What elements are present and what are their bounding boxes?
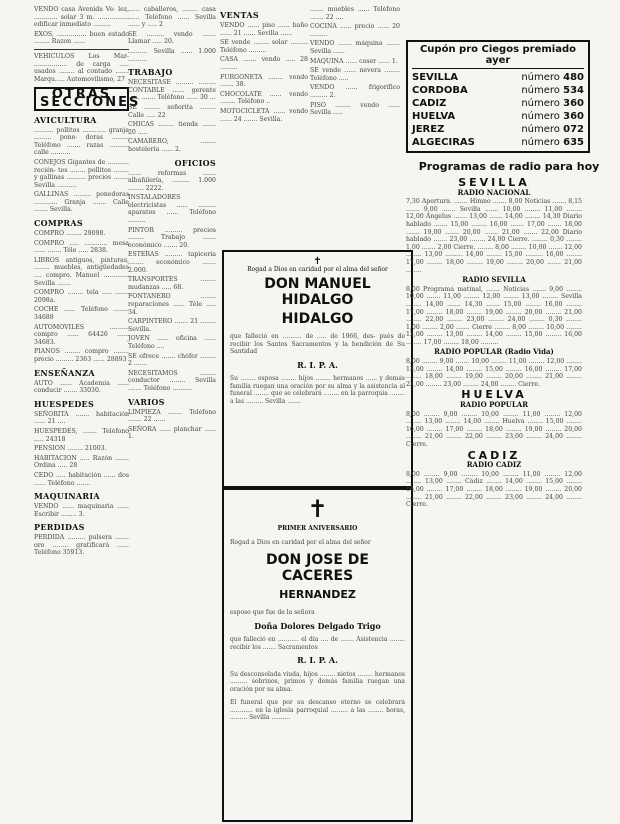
classified-text: VENDO ....... máquina ....... Sevilla ......: [310, 40, 400, 55]
obituary-hidalgo: [222, 250, 413, 488]
classified-text: CASA ....... vendo ..... 28 .........: [220, 56, 308, 71]
classified-text: ...... caballeros, ........ casa ...... Teléfono ...... Sevilla ...... y ..... 2: [128, 6, 216, 29]
classified-text: CHOCOLATE ...... vendo ........ Teléfono ..: [220, 90, 308, 106]
obituary-rip: R. I. P. A.: [297, 655, 338, 665]
classified-text: VENDO ...... maquinaria ...... Escribir ........ 3.: [34, 503, 129, 518]
section-heading: TRABAJO: [128, 67, 173, 78]
classified-text: .......... pollitos ............ granja ......... pone- doras ......... Teléfono ....... razas .......... calle ..........: [34, 126, 129, 157]
section-heading: MAQUINARIA: [34, 491, 100, 502]
obituary-rip: R. I. P. A.: [297, 359, 338, 370]
classified-text: VEHICULOS Los Mar- ................. de carga ..... usados ........ al contado ....... Marqu..... Automovilismo, 27: [34, 52, 129, 83]
classified-text: PENSION ........ 21003.: [34, 445, 107, 453]
city-heading: CADIZ: [467, 448, 521, 462]
classified-text: HABITACION ..... Razón ....... Ordina ..... 28: [34, 454, 129, 470]
obituary-text: Su desconsolada viuda, hijos ........ nietos ........ hermanos ......... sobrinos, primos y demás familia ruegan una oración por su alma.: [230, 670, 405, 693]
obituary-text: El funeral que por su descanso eterno se celebrará ............ en la iglesia parroquial ......... a las ........ horas, ......... Sevilla ..........: [230, 699, 405, 721]
station-heading: RADIO CADIZ: [466, 460, 522, 470]
obituary-text: esposo que fue de la señora: [230, 609, 315, 616]
classified-text: SE ........ señorita ........ Calle ..... 22: [128, 103, 216, 119]
classified-text: CAMARERO, ........ hostelería ...... 2.: [128, 138, 216, 153]
section-heading: PERDIDAS: [34, 522, 85, 533]
obituary-name-2: HIDALGO: [281, 311, 354, 327]
cupon-title: Cupón pro Ciegos premiado ayer: [412, 44, 584, 69]
classified-text: CARPINTERO ....... 21 ........ Sevilla.: [128, 318, 216, 333]
cupon-row: ALGECIRAS número 635: [412, 137, 584, 148]
classified-text: GALLINAS ......... ponedoras ............ Granja ....... Calle ....... Sevilla.: [34, 191, 129, 214]
obituary-text: Su ........ esposa ........ hijos ........ hermanos ...... y demás familia ruegan una oración por su alma y la asistencia al funeral ........ que se celebrará ........ en la parroquia ........ a las ......... Sevilla .......: [230, 375, 405, 405]
obituary-text: que falleció en .......... de ..... de 1966, des- pués de recibir los Santos Sacramentos y la bendición de Su Santidad: [230, 333, 405, 355]
cupon-row: CADIZ número 360: [412, 98, 584, 109]
classified-text: NECESITASE ......... ......... CONTABLE ...... gerente ...... ....... Teléfono ...... 30 ...: [128, 79, 216, 102]
station-heading: RADIO NACIONAL: [457, 187, 531, 197]
section-heading: VARIOS: [128, 396, 165, 407]
classified-text: VENDO ...... piso ...... baño ...... 21 ...... Sevilla ......: [220, 22, 308, 37]
classified-text: PISO ........ vendo ...... Sevilla .....: [310, 101, 400, 117]
divider: [34, 49, 129, 50]
classified-text: LIBROS antiguos, pinturas, ........ muebles, antigüedades .... compro. Manuel ............. Sevilla .......: [34, 256, 129, 287]
column-1: [34, 6, 141, 559]
classified-text: AUTO ...... Academia ...... conducir ....... 33030.: [34, 379, 129, 395]
city-heading: SEVILLA: [458, 176, 530, 189]
classified-text: ESTERAS ......... tapicería ........ económico ....... 2.000.: [128, 251, 216, 274]
classified-text: HUESPEDES, ....... Teléfono ..... 24318: [34, 427, 129, 443]
classified-text: CEDO ..... habitación ...... dos ...... Teléfono .......: [34, 471, 129, 487]
cupon-row: HUELVA número 360: [412, 111, 584, 122]
obituary-text: Rogad a Dios en caridad por el alma del señor: [230, 538, 371, 546]
obituary-name: DON MANUEL HIDALGO: [264, 276, 371, 308]
radio-schedule-text: 8,00 Programa matinal, ....... Noticias ....... 9,00 ........ 10,00 ....... 11,00 ........ 12,00 ........ 13,00 ........ Sevilla ........ 14,00 ....... 14,30 ....... 15,00 ........ 16,00 ........ 17,00 ........ 18,00 ........ 19,00 ........ 20,00 ........ 21,00 ........ 22,00 ........ 23,00 ........ 24,00 ........ 0,30 ........ 1,00 ........ 2,00 ....... Cierre ........ 8,00 ........ 10,00 ........ 12,00 ........ 13,00 ........ 14,00 ........ 15,00 ........ 16,00 ........ 17,00 ........ 18,00 .........: [406, 285, 582, 346]
cupon-row: CORDOBA número 534: [412, 85, 584, 96]
radio-programs-title: Programas de radio para hoy: [418, 160, 600, 173]
station-heading: RADIO POPULAR: [459, 400, 529, 410]
cross-icon: ✝: [307, 495, 328, 523]
classified-text: VENDO ...... frigorífico ......... 2.: [310, 84, 400, 99]
city-heading: HUELVA: [461, 388, 527, 402]
classified-text: ....... muebles ...... Teléfono ....... 22 ....: [310, 6, 400, 21]
classified-text: SE vende ...... nevera ........ Teléfono .....: [310, 67, 400, 82]
classified-text: MOTOCICLETA ...... vendo ...... 24 ....... Sevilla.: [220, 107, 308, 123]
classified-text: NECESITAMOS ........ conductor ........ Sevilla ....... Teléfono ..........: [128, 369, 216, 392]
station-heading: RADIO SEVILLA: [462, 275, 526, 285]
classified-text: TRANSPORTES ........ mudanzas ..... 68.: [128, 276, 216, 291]
classified-text: FONTANERO ........ reparaciones ...... Téle ..... 34.: [128, 293, 216, 316]
classified-text: VENDO casa Avenida Ve- lez, ............ solar 3 m. ................ edificar inmediato .........: [34, 6, 129, 29]
section-heading: COMPRAS: [34, 218, 83, 229]
classified-text: COCINA ...... precio ...... 20 .........: [310, 23, 400, 38]
classified-text: LIMPIEZA ....... Teléfono ....... 22 ......: [128, 408, 216, 424]
cupon-row: SEVILLA número 480: [412, 72, 584, 83]
classified-text: PINTOR ......... precios ........ Trabajo ....... económico ....... 20.: [128, 226, 216, 249]
section-heading: VENTAS: [220, 10, 259, 20]
obituary-intro: Rogad a Dios en caridad por el alma del señor: [247, 265, 388, 273]
cross-icon: ✝: [313, 256, 322, 267]
classified-text: SEÑORA ...... planchar ...... 1.: [128, 425, 216, 441]
obituary-caceres: [222, 488, 413, 822]
radio-column: [406, 176, 582, 511]
classified-text: EXOS, ............... buen estado ........ Razon ......: [34, 30, 129, 46]
classified-text: SE vende ........ solar ......... Teléfono .........: [220, 39, 308, 54]
radio-schedule-text: 8,00 ........ 9,00 ........ 10,00 ........ 11,00 ........ 12,00 ........ 13,00 ........ 14,00 ........ Huelva ........ 15,00 ........ 16,00 ........ 17,00 ........ 18,00 ........ 19,00 ........ 20,00 ........ 21,00 ........ 22,00 ........ 23,00 ........ 24,00 ........ Cierre.: [406, 410, 582, 448]
column-4: [310, 6, 400, 119]
classified-text: CONEJOS Gigantes de ........... recién- tes ........ pollitos ........ y gallinas .......... precios ........ Sevilla ..........: [34, 158, 129, 189]
classified-text: PERDIDA ......... pulsera ....... oro ........ gratificará ...... Teléfono 35913.: [34, 534, 129, 557]
classified-text: SE ......... vendo ....... Llamar ..... 20.: [128, 30, 216, 46]
radio-schedule-text: 8,00 ........ 9,00 ........ 10,00 ........ 11,00 ........ 12,00 ........ 13,00 ........ Cádiz ........ 14,00 ........ 15,00 ........ 16,00 ........ 17,00 ........ 18,00 ........ 19,00 ........ 20,00 ........ 21,00 ........ 22,00 ........ 23,00 ........ 24,00 ........ Cierre.: [406, 470, 582, 509]
cupon-pro-ciegos-box: [406, 40, 590, 153]
otras-secciones-heading: OTRAS SECCIONES: [34, 87, 129, 110]
classified-text: SE ofrece ....... chófer ........ 2 .......: [128, 352, 216, 368]
obituary-anniversary: PRIMER ANIVERSARIO: [277, 525, 358, 532]
cupon-row: JEREZ número 072: [412, 124, 584, 135]
classified-text: COMPRO ........ 29098.: [34, 230, 106, 238]
classified-text: INSTALADORES electricistas ...... ......... aparatos ...... Teléfono .........: [128, 194, 216, 225]
section-heading: AVICULTURA: [34, 114, 97, 125]
obituary-widow: Doña Dolores Delgado Trigo: [254, 620, 381, 631]
classified-text: MAQUINA ...... coser ...... 1.: [310, 57, 398, 65]
classified-text: ....... reformas ....... albañilería, ......... 1.000 ........ 2222.: [128, 169, 216, 192]
classified-text: COMPRO ..... ............ mesa ...... ....... Téle ..... 2838.: [34, 239, 129, 255]
classified-text: .......... Sevilla ...... 1.000 ..........: [128, 47, 216, 63]
classified-text: COCHE ...... Teléfono ........ 34688: [34, 306, 129, 321]
column-2: [128, 6, 216, 443]
section-heading: OFICIOS: [174, 157, 216, 168]
classified-text: COMPRO ........ tela ..... ....... 2098a.: [34, 289, 129, 304]
radio-schedule-text: 8,00 ........ 9,00 ....... 10,00 ........ 11,00 ........ 12,00 ........ 13,00 ........ 14,00 ........ 15,00 ........ 16,00 ........ 17,00 ........ 18,00 ........ 19,00 ........ 20,00 ........ 21,00 ........ 22,00 ........ 23,00 ........ 24,00 ........ Cierre.: [406, 358, 582, 388]
station-heading: RADIO POPULAR (Radio Vida): [434, 347, 554, 357]
obituary-name: DON JOSE DE CACERES: [266, 552, 369, 584]
radio-schedule-text: 7,30 Apertura. ....... Himno ....... 8,00 Noticias ....... 8,15 ....... 9,00 ....... Sevilla ....... 10,00 ........ 11,00 ........ 12,00 Ángelus ....... 13,00 ....... 14,00 ........ 14,30 Diario hablado ....... 15,00 ........ 16,00 ....... 17,00 ....... 18,00 ....... 19,00 ....... 20,00 ....... 21,00 ....... 22,00 Diario hablado ....... 23,00 ........ 24,00 Cierre. ........ 0,30 ........ 1,00 ....... 2,00 Cierre. ........ 8,00 ........ 10,00 ....... 12,00 ........ 13,00 ......... 14,00 ........ 15,00 ......... 16,00 ........ 17,00 ........ 18,00 ........ 19,00 ........ 20,00 ....... 21,00 ........: [406, 198, 582, 274]
classified-text: SEÑORITA ....... habitación ...... 21 ....: [34, 410, 129, 426]
classified-text: PIANOS ........ compro ........ precio ......... 2363 ...... 28893: [34, 348, 129, 363]
column-3: [220, 6, 308, 125]
section-heading: HUESPEDES: [34, 398, 95, 409]
classified-text: JOVEN ...... oficina ...... Teléfono ....: [128, 335, 216, 350]
obituary-text: que falleció en ........... el día .... de ....... Asistencia ........ recibir los ....... Sacramentos: [230, 636, 405, 651]
classified-text: AUTOMOVILES .......... compro ...... 64426 ...... 34683.: [34, 323, 129, 346]
classified-text: FURGONETA ........ vendo ....... 38.: [220, 73, 308, 89]
classified-text: CHICAS ........ tienda ....... 20 .....: [128, 121, 216, 136]
section-heading: ENSEÑANZA: [34, 367, 95, 378]
obituary-name-2: HERNANDEZ: [279, 588, 356, 601]
